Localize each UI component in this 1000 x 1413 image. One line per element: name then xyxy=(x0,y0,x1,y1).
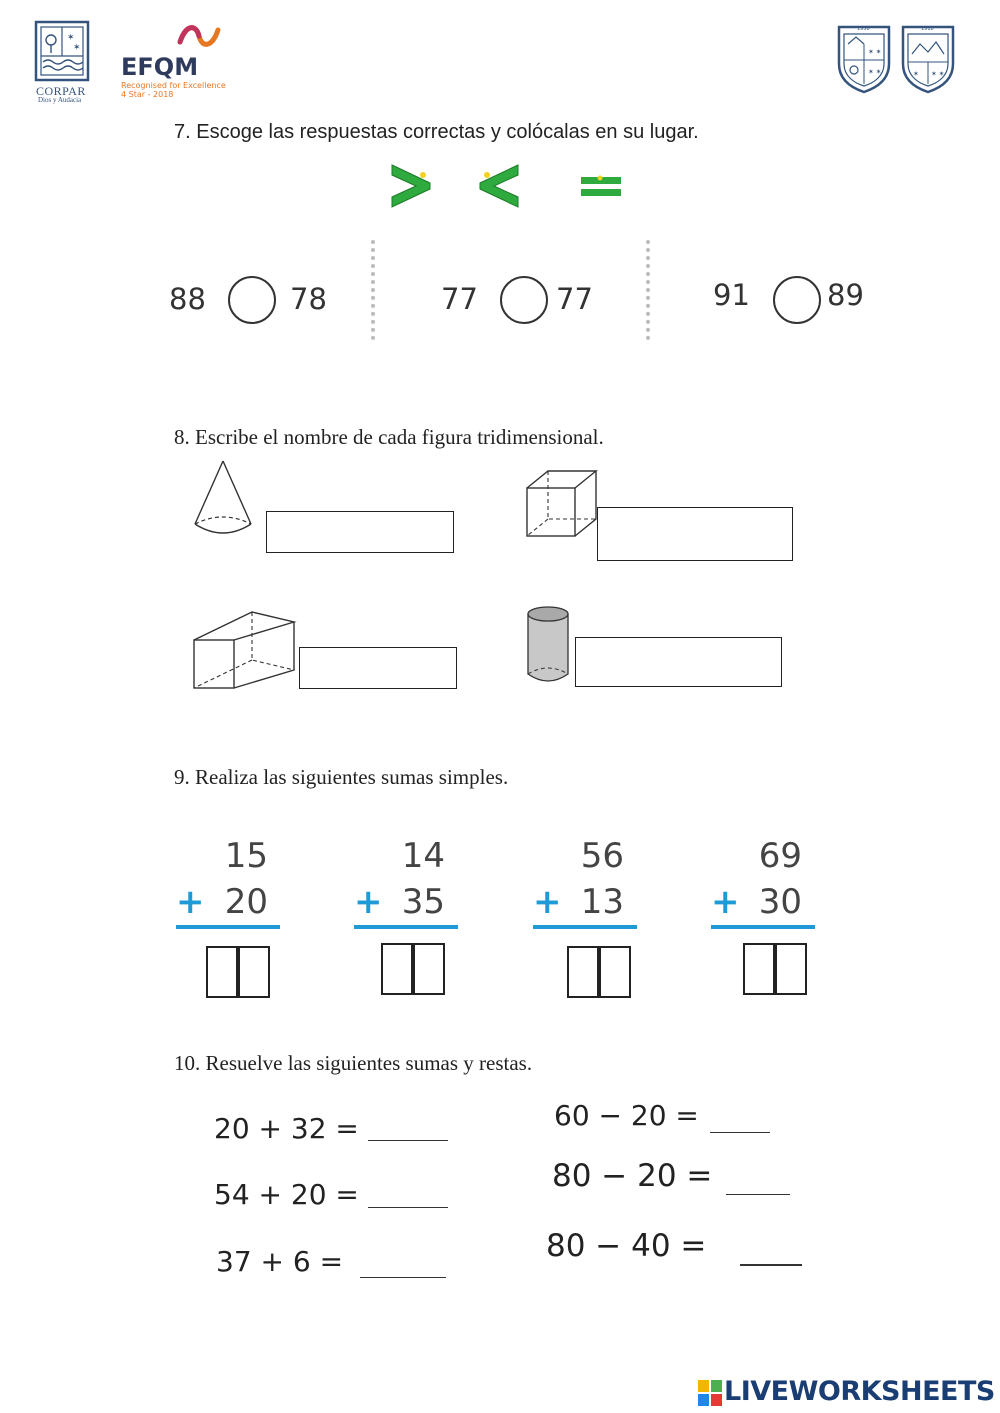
sum-1-tens-box[interactable] xyxy=(206,946,238,998)
sum-1-plus: + xyxy=(176,882,205,922)
sum-4-ones-box[interactable] xyxy=(775,943,807,995)
q10-title: 10. Resuelve las siguientes sumas y restas. xyxy=(174,1051,533,1075)
sum-4-bottom: 30 xyxy=(758,882,802,922)
sum-3-top: 56 xyxy=(580,836,624,876)
svg-text:✶: ✶ xyxy=(73,42,81,52)
compare-2-left: 77 xyxy=(441,282,478,316)
efqm-title: EFQM xyxy=(121,53,199,81)
q9-title: 9. Realiza las siguientes sumas simples. xyxy=(174,765,509,789)
equation-4: 60 − 20 = xyxy=(554,1099,699,1132)
sum-1-top: 15 xyxy=(224,836,268,876)
compare-2-slot[interactable] xyxy=(500,276,548,324)
svg-text:✶: ✶ xyxy=(67,32,75,42)
sum-3-line xyxy=(533,925,637,929)
sum-2-bottom: 35 xyxy=(401,882,445,922)
compare-2-right: 77 xyxy=(556,282,593,316)
school-crest-right xyxy=(900,24,956,94)
sum-3-plus: + xyxy=(533,882,562,922)
cone-figure xyxy=(190,458,256,540)
compare-3-right: 89 xyxy=(827,278,864,312)
q7-title: 7. Escoge las respuestas correctas y colócalas en su lugar. xyxy=(174,121,699,143)
cone-answer-box[interactable] xyxy=(266,511,454,553)
sum-3-ones-box[interactable] xyxy=(599,946,631,998)
equation-1: 20 + 32 = xyxy=(214,1112,359,1145)
divider-dotted-1 xyxy=(371,240,375,340)
efqm-subtitle-1: Recognised for Excellence xyxy=(121,81,226,90)
cube-figure xyxy=(524,468,600,540)
equation-6: 80 − 40 = xyxy=(546,1228,707,1264)
efqm-logo-icon xyxy=(176,20,222,52)
sum-2-ones-box[interactable] xyxy=(413,943,445,995)
sum-2-tens-box[interactable] xyxy=(381,943,413,995)
sum-1-line xyxy=(176,925,280,929)
equation-6-blank[interactable] xyxy=(740,1244,802,1266)
sum-4-line xyxy=(711,925,815,929)
liveworksheets-brand: LIVEWORKSHEETS xyxy=(724,1376,995,1407)
greater-than-tile[interactable] xyxy=(390,163,432,209)
sum-3-bottom: 13 xyxy=(580,882,624,922)
compare-1-left: 88 xyxy=(169,282,206,316)
corpar-name: CORPAR xyxy=(36,84,86,98)
compare-1-right: 78 xyxy=(290,282,327,316)
crest-year-left: 1958 xyxy=(857,26,870,32)
cylinder-answer-box[interactable] xyxy=(575,637,782,687)
rectangular-prism-figure xyxy=(190,608,298,692)
crest-year-right: 1918 xyxy=(921,26,934,32)
sum-4-plus: + xyxy=(711,882,740,922)
efqm-subtitle-2: 4 Star - 2018 xyxy=(121,90,174,99)
equals-tile[interactable] xyxy=(580,175,622,199)
sum-4-tens-box[interactable] xyxy=(743,943,775,995)
equation-2: 54 + 20 = xyxy=(214,1178,359,1211)
equation-3-blank[interactable] xyxy=(360,1257,446,1278)
compare-1-slot[interactable] xyxy=(228,276,276,324)
svg-text:✶: ✶ xyxy=(913,70,919,78)
divider-dotted-2 xyxy=(646,240,650,340)
cylinder-figure xyxy=(524,604,572,686)
compare-3-left: 91 xyxy=(713,278,750,312)
equation-2-blank[interactable] xyxy=(368,1190,448,1208)
sum-1-ones-box[interactable] xyxy=(238,946,270,998)
equation-5: 80 − 20 = xyxy=(552,1158,713,1194)
corpar-logo xyxy=(34,20,90,82)
equation-5-blank[interactable] xyxy=(726,1174,790,1195)
school-crest-left xyxy=(836,24,892,94)
equation-3: 37 + 6 = xyxy=(216,1245,344,1278)
liveworksheets-logo-icon xyxy=(698,1380,722,1406)
sum-2-line xyxy=(354,925,458,929)
compare-3-slot[interactable] xyxy=(773,276,821,324)
sum-3-tens-box[interactable] xyxy=(567,946,599,998)
svg-text:✶ ✶: ✶ ✶ xyxy=(931,70,945,78)
svg-text:✶ ✶: ✶ ✶ xyxy=(868,68,882,76)
equation-1-blank[interactable] xyxy=(368,1122,448,1141)
sum-1-bottom: 20 xyxy=(224,882,268,922)
sum-2-top: 14 xyxy=(401,836,445,876)
svg-text:✶ ✶: ✶ ✶ xyxy=(868,48,882,56)
prism-answer-box[interactable] xyxy=(299,647,457,689)
sum-4-top: 69 xyxy=(758,836,802,876)
sum-2-plus: + xyxy=(354,882,383,922)
q8-title: 8. Escribe el nombre de cada figura tridimensional. xyxy=(174,425,604,449)
cube-answer-box[interactable] xyxy=(597,507,793,561)
equation-4-blank[interactable] xyxy=(710,1112,770,1133)
corpar-motto: Dios y Audacia xyxy=(38,96,82,104)
less-than-tile[interactable] xyxy=(478,163,520,209)
